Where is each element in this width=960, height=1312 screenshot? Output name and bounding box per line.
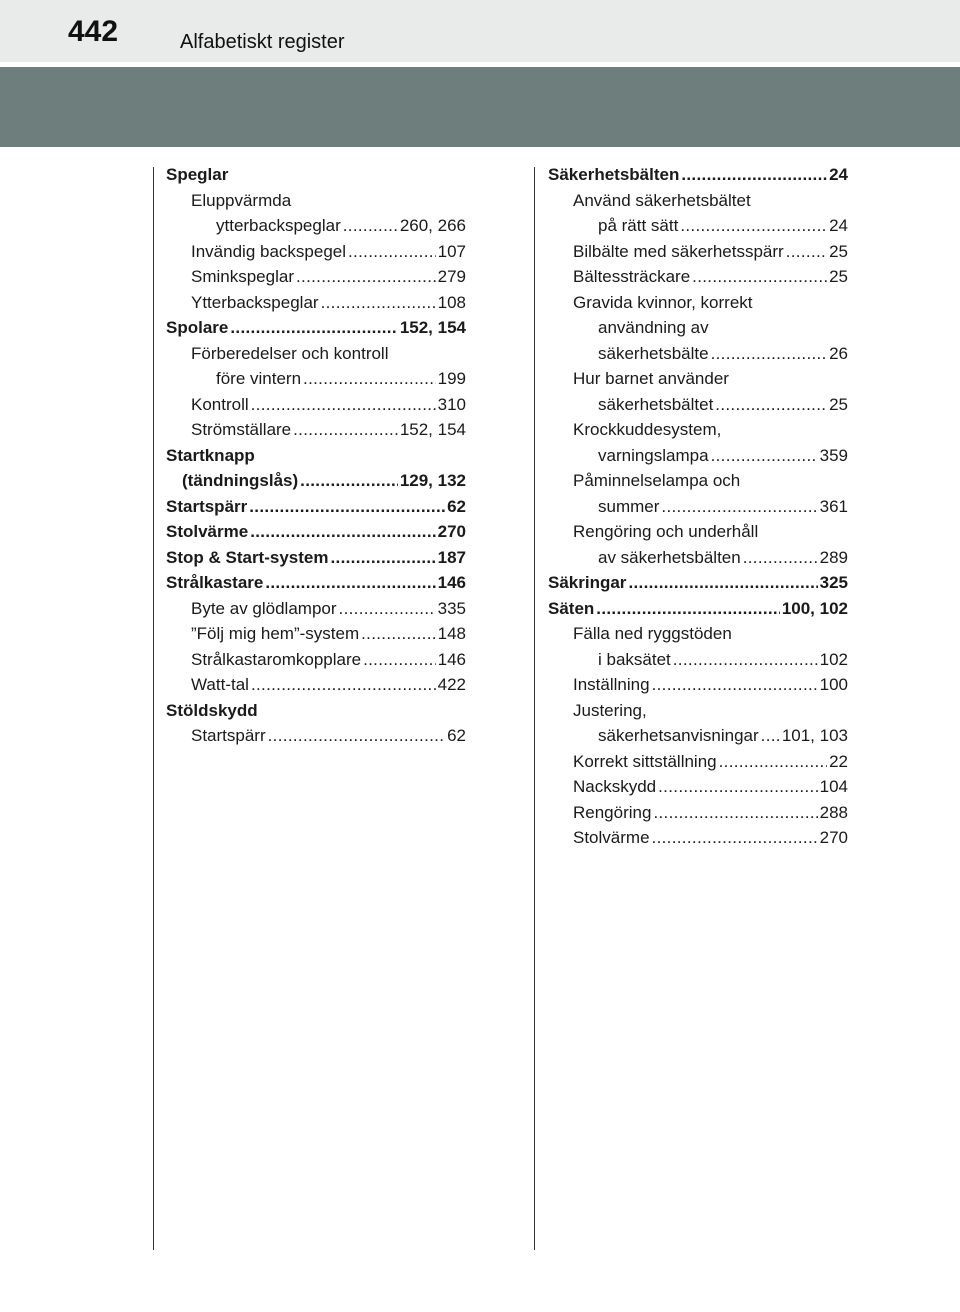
page-reference: 146 — [437, 649, 466, 669]
page-reference: 146 — [437, 573, 466, 592]
page-reference: 22 — [829, 751, 848, 771]
dot-leader — [249, 494, 445, 520]
index-entry — [166, 417, 466, 443]
dot-leader — [711, 341, 828, 367]
dot-leader — [719, 749, 827, 775]
index-entry — [548, 723, 848, 749]
dot-leader — [321, 290, 436, 316]
index-term: i baksätet — [598, 649, 671, 669]
page-reference: 359 — [819, 445, 848, 465]
column-rule-left — [153, 167, 154, 1250]
index-entry — [548, 264, 848, 290]
page-reference: 108 — [437, 292, 466, 312]
index-entry — [166, 647, 466, 673]
dot-leader — [761, 723, 780, 749]
index-heading: Justering, — [573, 700, 647, 720]
index-entry — [166, 570, 466, 596]
index-entry — [548, 494, 848, 520]
dot-leader — [361, 621, 436, 647]
index-entry — [548, 570, 848, 596]
index-term: Spolare — [166, 318, 229, 337]
page-reference: 62 — [447, 496, 466, 516]
page-reference: 288 — [819, 802, 848, 822]
dot-leader — [652, 672, 818, 698]
index-term: av säkerhetsbälten — [598, 547, 741, 567]
index-entry — [166, 723, 466, 749]
index-heading: Krockkuddesystem, — [573, 420, 722, 439]
page-reference: 100 — [819, 675, 848, 694]
page-reference: 361 — [819, 496, 848, 516]
page-reference: 187 — [437, 547, 466, 567]
index-term: Säten — [548, 598, 595, 618]
index-heading: Fälla ned ryggstöden — [573, 624, 732, 643]
index-term: Kontroll — [191, 394, 249, 414]
index-entry — [548, 213, 848, 239]
dot-leader — [300, 468, 398, 494]
index-entry — [166, 264, 466, 290]
page-reference: 152, 154 — [399, 318, 466, 337]
page-reference: 101, 103 — [781, 726, 848, 745]
page-reference: 62 — [447, 726, 466, 745]
dot-leader — [661, 494, 817, 520]
dot-leader — [265, 570, 435, 596]
page-reference: 104 — [819, 777, 848, 796]
index-entry — [548, 545, 848, 571]
index-entry — [548, 341, 848, 367]
index-entry — [548, 239, 848, 265]
dot-leader — [251, 392, 436, 418]
page-reference: 325 — [819, 573, 848, 592]
page-reference: 270 — [819, 828, 848, 847]
dot-leader — [230, 315, 397, 341]
index-term: säkerhetsbältet — [598, 394, 714, 414]
index-entry — [166, 239, 466, 265]
page-reference: 102 — [819, 649, 848, 669]
page-reference: 310 — [437, 394, 466, 414]
dot-leader — [330, 545, 435, 571]
index-term: varningslampa — [598, 445, 709, 465]
index-entry — [548, 672, 848, 698]
index-term: Byte av glödlampor — [191, 598, 337, 618]
index-entry — [548, 749, 848, 775]
page-reference: 422 — [437, 675, 466, 694]
index-term: Ytterbackspeglar — [191, 292, 319, 312]
index-heading: Hur barnet använder — [573, 369, 729, 388]
page-reference: 279 — [437, 267, 466, 286]
dot-leader — [293, 417, 398, 443]
index-heading: Stöldskydd — [166, 700, 258, 720]
page-reference: 260, 266 — [399, 216, 466, 235]
index-entry — [166, 366, 466, 392]
index-term: Stolvärme — [166, 522, 249, 541]
dot-leader — [296, 264, 436, 290]
index-entry — [166, 290, 466, 316]
index-entry — [548, 443, 848, 469]
index-heading: Gravida kvinnor, korrekt — [573, 292, 753, 312]
index-entry — [166, 392, 466, 418]
index-heading: Speglar — [166, 165, 229, 184]
index-entry — [166, 545, 466, 571]
dot-leader — [681, 162, 827, 188]
index-term: på rätt sätt — [598, 216, 679, 235]
index-heading: Använd säkerhetsbältet — [573, 190, 751, 210]
index-heading: Påminnelselampa och — [573, 471, 741, 490]
index-column-left — [166, 162, 466, 749]
index-term: Bilbälte med säkerhetsspärr — [573, 241, 784, 261]
dot-leader — [251, 672, 436, 698]
index-term: Startspärr — [191, 726, 266, 745]
index-entry — [166, 468, 466, 494]
index-term: Säkringar — [548, 573, 627, 592]
page-reference: 25 — [829, 394, 848, 414]
index-entry — [548, 774, 848, 800]
index-term: ”Följ mig hem”-system — [191, 624, 360, 643]
index-heading: Startknapp — [166, 445, 255, 465]
index-term: Strålkastaromkopplare — [191, 649, 362, 669]
index-entry — [548, 392, 848, 418]
index-entry — [548, 162, 848, 188]
column-rule-right — [534, 167, 535, 1250]
index-entry — [166, 672, 466, 698]
index-term: Strömställare — [191, 420, 292, 439]
index-entry — [166, 596, 466, 622]
dot-leader — [658, 774, 817, 800]
index-entry — [548, 825, 848, 851]
dot-leader — [596, 596, 780, 622]
header-bar — [0, 0, 960, 62]
index-term: Startspärr — [166, 496, 248, 516]
header-band — [0, 67, 960, 147]
index-term: Inställning — [573, 675, 650, 694]
index-entry — [166, 494, 466, 520]
dot-leader — [303, 366, 436, 392]
index-term: Strålkastare — [166, 573, 264, 592]
index-term: Bältessträckare — [573, 267, 691, 286]
index-term: före vintern — [216, 369, 302, 388]
dot-leader — [652, 825, 818, 851]
page-reference: 24 — [829, 165, 848, 184]
page-reference: 335 — [437, 598, 466, 618]
dot-leader — [268, 723, 445, 749]
index-term: Säkerhetsbälten — [548, 165, 680, 184]
index-term: Invändig backspegel — [191, 241, 347, 261]
index-entry — [166, 315, 466, 341]
index-heading: Eluppvärmda — [191, 190, 292, 210]
index-term: Sminkspeglar — [191, 267, 294, 286]
dot-leader — [680, 213, 827, 239]
index-term: säkerhetsanvisningar — [598, 726, 759, 745]
index-column-right — [548, 162, 848, 851]
dot-leader — [692, 264, 827, 290]
page-reference: 199 — [437, 369, 466, 388]
section-title: Alfabetiskt register — [180, 31, 345, 53]
dot-leader — [673, 647, 818, 673]
page-reference: 25 — [829, 241, 848, 261]
dot-leader — [348, 239, 436, 265]
dot-leader — [743, 545, 818, 571]
dot-leader — [339, 596, 436, 622]
page-reference: 25 — [829, 267, 848, 286]
index-entry — [548, 647, 848, 673]
index-term: säkerhetsbälte — [598, 343, 709, 363]
page-reference: 100, 102 — [781, 598, 848, 618]
page-reference: 26 — [829, 343, 848, 363]
page-reference: 107 — [437, 241, 466, 261]
index-entry — [548, 596, 848, 622]
page-reference: 24 — [829, 216, 848, 235]
page-reference: 129, 132 — [399, 471, 466, 490]
index-heading: användning av — [598, 318, 709, 337]
page-number: 442 — [68, 15, 119, 48]
dot-leader — [250, 519, 435, 545]
index-heading: Rengöring och underhåll — [573, 522, 759, 541]
dot-leader — [653, 800, 817, 826]
index-term: Watt-tal — [191, 675, 249, 694]
dot-leader — [715, 392, 827, 418]
page-reference: 289 — [819, 547, 848, 567]
index-entry — [166, 621, 466, 647]
index-term: Stolvärme — [573, 828, 650, 847]
index-term: (tändningslås) — [182, 471, 299, 490]
index-term: Korrekt sittställning — [573, 751, 717, 771]
dot-leader — [343, 213, 398, 239]
index-term: Nackskydd — [573, 777, 657, 796]
dot-leader — [786, 239, 827, 265]
index-entry — [548, 800, 848, 826]
dot-leader — [711, 443, 818, 469]
index-heading: Förberedelser och kontroll — [191, 343, 389, 363]
index-entry — [166, 519, 466, 545]
index-term: Stop & Start-system — [166, 547, 329, 567]
page-reference: 152, 154 — [399, 420, 466, 439]
page-reference: 270 — [437, 522, 466, 541]
index-entry — [166, 213, 466, 239]
dot-leader — [628, 570, 817, 596]
dot-leader — [363, 647, 436, 673]
index-term: ytterbackspeglar — [216, 216, 341, 235]
page-reference: 148 — [437, 624, 466, 643]
index-term: summer — [598, 496, 660, 516]
index-term: Rengöring — [573, 802, 652, 822]
